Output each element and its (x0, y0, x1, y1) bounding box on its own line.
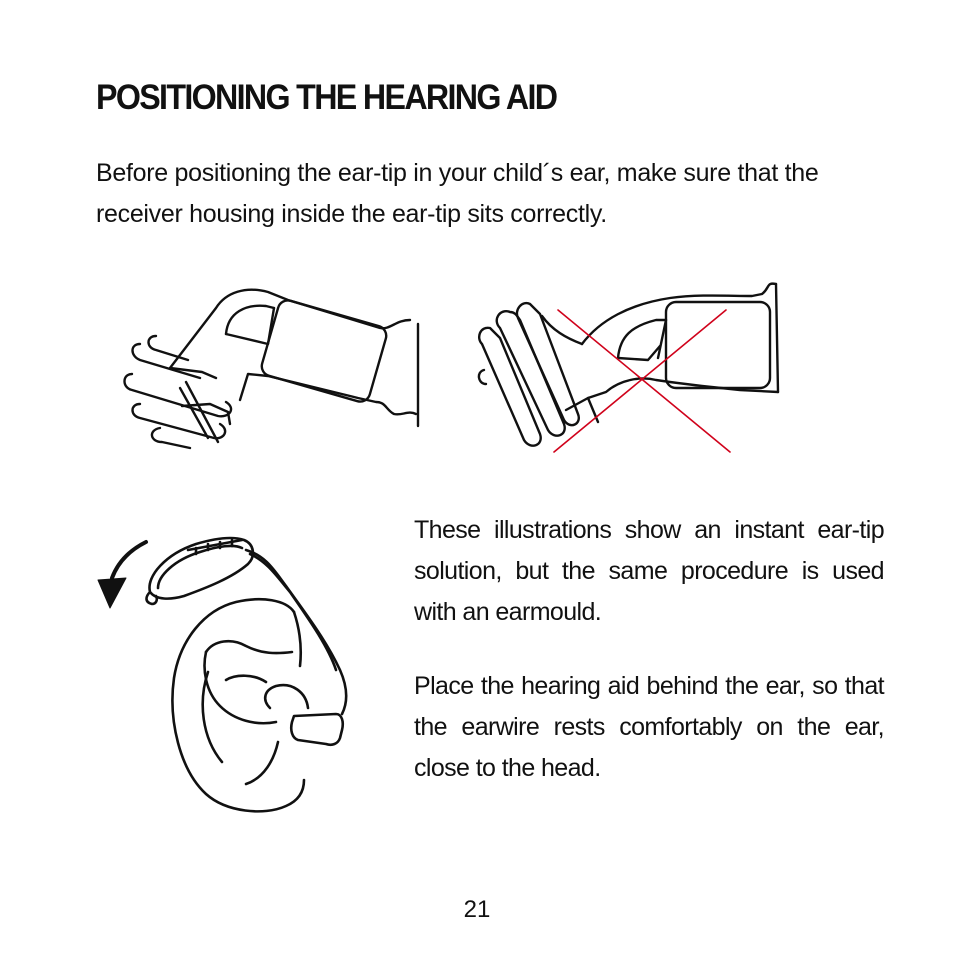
ear-placement-icon (96, 530, 356, 820)
paragraph-placement: Place the hearing aid behind the ear, so that the earwire rests comfortably on the ear, close to the head. (414, 672, 884, 782)
ear-tip-correct-icon (118, 278, 420, 458)
page-title: POSITIONING THE HEARING AID (96, 78, 557, 117)
page-number: 21 (463, 896, 491, 923)
incorrect-cross-icon (552, 306, 734, 456)
rotate-arrow-icon (98, 542, 146, 608)
intro-text: Before positioning the ear-tip in your child´s ear, make sure that the receiver housing inside the ear-tip sits correctly. (96, 159, 819, 228)
paragraph-instant-ear-tip: These illustrations show an instant ear-tip solution, but the same procedure is used with an earmould. (414, 516, 884, 626)
